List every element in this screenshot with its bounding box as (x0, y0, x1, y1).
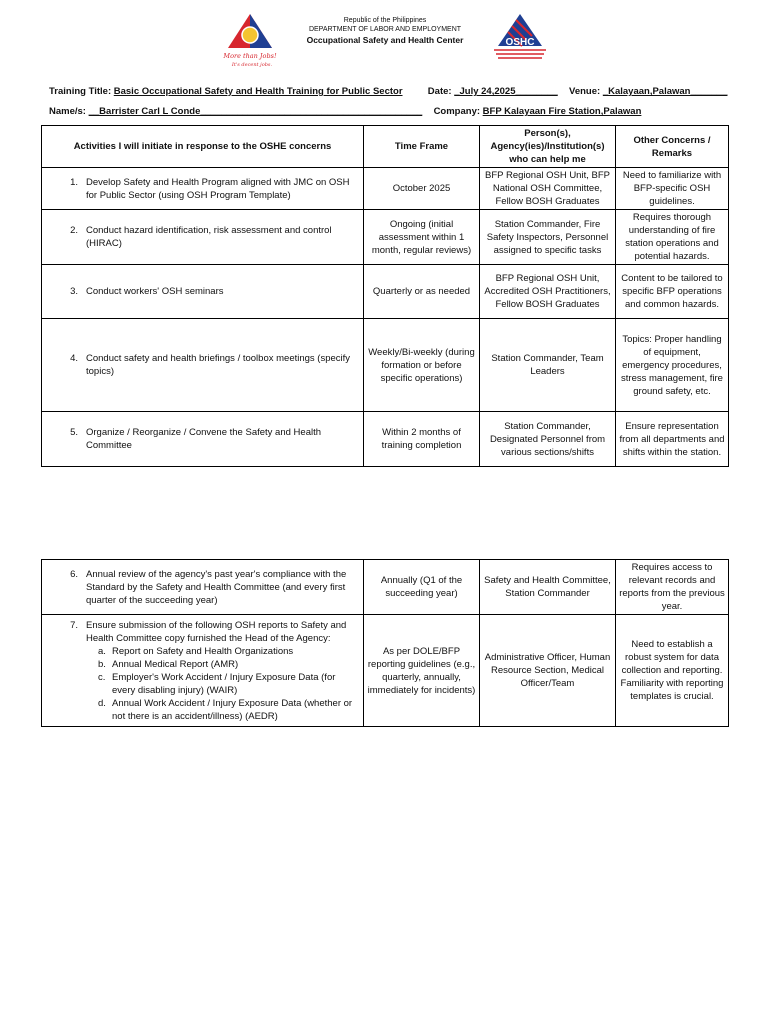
activity-cell (42, 265, 364, 319)
dole-tagline-2: It's decent jobs. (231, 62, 273, 68)
activity-text: Organize / Reorganize / Convene the Safety and Health Committee (86, 427, 322, 451)
time-frame-cell: Ongoing (initial assessment within 1 month, regular reviews) (364, 210, 480, 265)
header-remarks: Other Concerns / Remarks (616, 126, 729, 168)
activity-text: Conduct workers' OSH seminars (86, 286, 224, 297)
persons-cell: BFP Regional OSH Unit, BFP National OSH Committee, Fellow BOSH Graduates (480, 168, 616, 210)
republic-label: Republic of the Philippines (343, 17, 427, 24)
row-number: 6. (70, 568, 78, 580)
name-info-line (49, 106, 641, 117)
time-frame-cell: October 2025 (364, 168, 480, 210)
subitem-letter: b. (98, 658, 106, 670)
training-info-line (49, 86, 727, 97)
activity-text: Ensure submission of the following OSH reports to Safety and Health Committee copy furnished the Head of the Agency: (86, 619, 347, 644)
oshc-logo (486, 12, 554, 64)
persons-cell: Station Commander, Fire Safety Inspectors, Personnel assigned to specific tasks (480, 210, 616, 265)
table-row (42, 319, 729, 412)
date-value: _July 24,2025________ (454, 86, 558, 97)
report-subitem (50, 658, 360, 671)
row-number: 2. (70, 225, 78, 236)
persons-cell: Administrative Officer, Human Resource Section, Medical Officer/Team (480, 615, 616, 727)
activity-text: Conduct safety and health briefings / toolbox meetings (specify topics) (86, 353, 351, 377)
header-activities: Activities I will initiate in response to the OSHE concerns (42, 126, 364, 168)
company-label: Company: (433, 106, 481, 117)
row-number: 3. (70, 286, 78, 297)
time-frame-cell: Weekly/Bi-weekly (during formation or before specific operations) (364, 319, 480, 412)
table-row (42, 210, 729, 265)
dole-logo (218, 12, 282, 70)
activity-cell (42, 210, 364, 265)
row-number: 5. (70, 427, 78, 438)
row-number: 1. (70, 176, 78, 188)
remarks-cell: Content to be tailored to specific BFP operations and common hazards. (616, 265, 729, 319)
activity-text: Develop Safety and Health Program aligned with JMC on OSH for Public Sector (using OSH Program Template) (86, 176, 350, 201)
subitem-text: Annual Medical Report (AMR) (112, 658, 239, 670)
time-frame-cell: As per DOLE/BFP reporting guidelines (e.g., quarterly, annually, immediately for incidents) (364, 615, 480, 727)
header-time-frame: Time Frame (364, 126, 480, 168)
header-persons: Person(s), Agency(ies)/Institution(s) who can help me (480, 126, 616, 168)
center-label: Occupational Safety and Health Center (306, 35, 464, 45)
subitem-text: Report on Safety and Health Organizations (112, 645, 294, 657)
persons-cell: Station Commander, Designated Personnel from various sections/shifts (480, 412, 616, 467)
table-row (42, 560, 729, 615)
company-value: BFP Kalayaan Fire Station,Palawan (482, 106, 642, 117)
activity-text: Annual review of the agency's past year's compliance with the Standard by the Safety and Health Committee (and every first quarter of the succeeding year) (86, 568, 347, 606)
subitem-text: Annual Work Accident / Injury Exposure Data (whether or not there is an accident/illness) (AEDR) (112, 697, 353, 722)
dole-tagline: More than Jobs! (223, 52, 277, 60)
subitem-text: Employer's Work Accident / Injury Exposure Data (for every disabling injury) (WAIR) (112, 671, 336, 696)
activity-cell (42, 615, 364, 727)
report-subitem (50, 645, 360, 658)
training-title-value: Basic Occupational Safety and Health Training for Public Sector (113, 86, 403, 97)
table-row (42, 265, 729, 319)
subitem-letter: c. (98, 671, 106, 683)
remarks-cell: Topics: Proper handling of equipment, emergency procedures, stress management, fire ground safety, etc. (616, 319, 729, 412)
remarks-cell: Need to familiarize with BFP-specific OSH guidelines. (616, 168, 729, 210)
row-number: 4. (70, 353, 78, 364)
subitem-letter: d. (98, 697, 106, 709)
activity-cell (42, 319, 364, 412)
activity-cell (42, 560, 364, 615)
report-subitem (50, 671, 360, 697)
persons-cell: Station Commander, Team Leaders (480, 319, 616, 412)
row-number: 7. (70, 619, 78, 631)
persons-cell: BFP Regional OSH Unit, Accredited OSH Practitioners, Fellow BOSH Graduates (480, 265, 616, 319)
venue-value: _Kalayaan,Palawan_______ (602, 86, 728, 97)
document-header (0, 10, 768, 70)
time-frame-cell: Annually (Q1 of the succeeding year) (364, 560, 480, 615)
persons-cell: Safety and Health Committee, Station Commander (480, 560, 616, 615)
training-title-label: Training Title: (49, 86, 112, 97)
table-row (42, 412, 729, 467)
remarks-cell: Need to establish a robust system for data collection and reporting. Familiarity with reporting templates is crucial. (616, 615, 729, 727)
action-plan-table (41, 125, 729, 467)
name-value: __Barrister Carl L Conde__________________________________________ (88, 106, 423, 117)
activity-text: Conduct hazard identification, risk assessment and control (HIRAC) (86, 225, 332, 249)
department-label: DEPARTMENT OF LABOR AND EMPLOYMENT (308, 26, 462, 33)
table-header-row (42, 126, 729, 168)
name-label: Name/s: (49, 106, 86, 117)
header-text (290, 16, 480, 46)
time-frame-cell: Quarterly or as needed (364, 265, 480, 319)
remarks-cell: Requires access to relevant records and reports from the previous year. (616, 560, 729, 615)
action-plan-table-continued (41, 559, 729, 727)
report-subitem (50, 697, 360, 723)
date-label: Date: (427, 86, 452, 97)
time-frame-cell: Within 2 months of training completion (364, 412, 480, 467)
activity-cell (42, 412, 364, 467)
oshc-logo-text: OSHC (505, 37, 535, 48)
venue-label: Venue: (569, 86, 601, 97)
remarks-cell: Ensure representation from all departments and shifts within the station. (616, 412, 729, 467)
remarks-cell: Requires thorough understanding of fire station operations and potential hazards. (616, 210, 729, 265)
table-row (42, 615, 729, 727)
activity-cell (42, 168, 364, 210)
subitem-letter: a. (98, 645, 106, 657)
table-row (42, 168, 729, 210)
